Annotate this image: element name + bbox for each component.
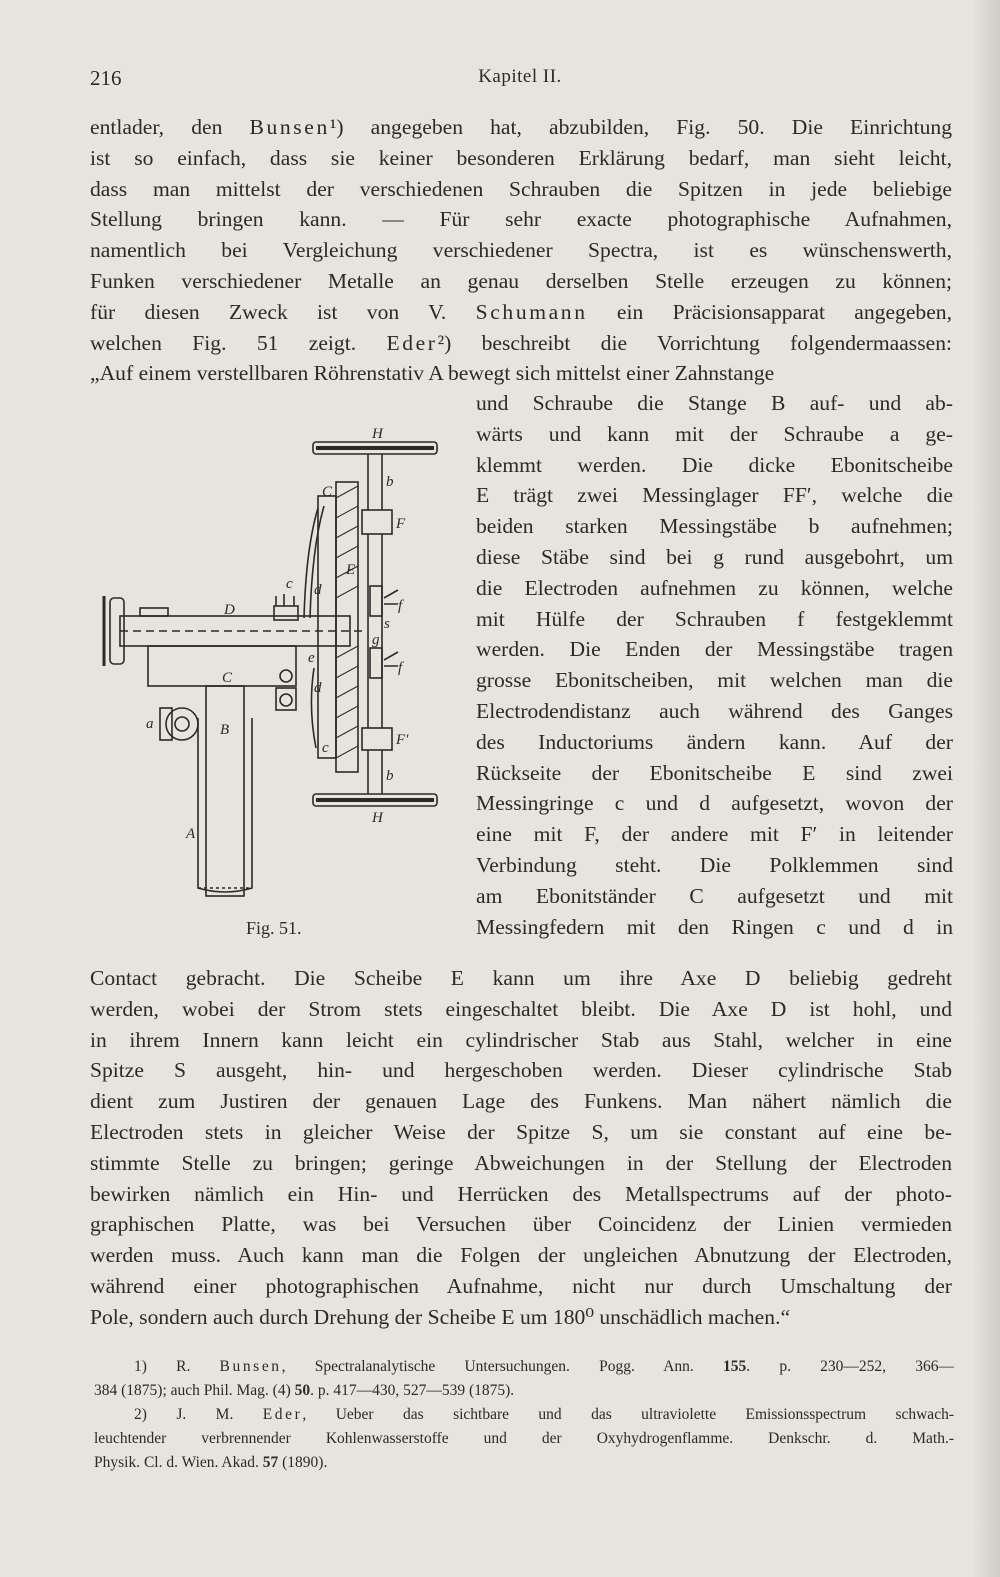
- label-s: s: [384, 616, 390, 632]
- right-text-line: beiden starken Messingstäbe b aufnehmen;: [476, 514, 953, 539]
- spaced-name: Eder: [386, 330, 438, 355]
- footnote-1-cont: 384 (1875); auch Phil. Mag. (4) 50. p. 417—430, 527—539 (1875).: [94, 1382, 515, 1399]
- label-d-axis: D: [224, 602, 235, 618]
- label-d-bottom: d: [314, 680, 322, 696]
- top-text-line: „Auf einem verstellbaren Röhrenstativ A bewegt sich mittelst einer Zahnstange: [90, 361, 775, 386]
- label-f-screw-top: f: [398, 598, 403, 614]
- bottom-text-line: werden muss. Auch kann man die Folgen der ungleichen Abnutzung der Electroden,: [90, 1243, 952, 1268]
- right-text-line: E trägt zwei Messinglager FF′, welche die: [476, 483, 953, 508]
- label-e-disc: E: [346, 562, 356, 578]
- top-paragraph: [90, 112, 952, 389]
- spaced-name: Schumann: [475, 299, 588, 324]
- right-text-line: Messingfedern mit den Ringen c und d in: [476, 914, 953, 939]
- right-text-line: des Inductoriums ändern kann. Auf der: [476, 729, 953, 754]
- right-text-line: Electrodendistanz auch während des Ganges: [476, 698, 953, 723]
- label-f-screw-bottom: f: [398, 660, 403, 676]
- rod-b: [206, 686, 244, 896]
- right-column-text: [476, 388, 953, 942]
- label-b-rod: B: [220, 722, 230, 738]
- volume-number: 57: [262, 1454, 279, 1471]
- top-text-line: für diesen Zweck ist von V. Schumann ein Präcisionsapparat angegeben,: [90, 299, 952, 324]
- label-c-stand: C: [222, 670, 233, 686]
- right-text-line: Rückseite der Ebonitscheibe E sind zwei: [476, 760, 953, 785]
- volume-number: 50: [294, 1382, 311, 1399]
- spaced-name: Bunsen: [249, 115, 330, 139]
- right-text-line: Verbindung steht. Die Polklemmen sind: [476, 852, 953, 877]
- top-text-line: namentlich bei Vergleichung verschiedener Spectra, ist es wünschenswerth,: [90, 238, 952, 263]
- bottom-paragraph: [90, 963, 952, 1333]
- right-text-line: am Ebonitständer C aufgesetzt und mit: [476, 883, 953, 908]
- right-text-line: Messingringe c und d aufgesetzt, wovon der: [476, 791, 953, 816]
- bottom-text-line: werden, wobei der Strom stets eingeschaltet bleibt. Die Axe D ist hohl, und: [90, 996, 952, 1021]
- label-h-bottom: H: [372, 810, 383, 826]
- top-text-line: Funken verschiedener Metalle an genau derselben Stelle erzeugen zu können;: [90, 268, 952, 293]
- label-h-top: H: [372, 426, 383, 442]
- bottom-text-line: Electroden stets in gleicher Weise der Spitze S, um sie constant auf eine be-: [90, 1119, 952, 1144]
- right-text-line: grosse Ebonitscheiben, mit welchen man die: [476, 668, 953, 693]
- right-text-line: und Schraube die Stange B auf- und ab-: [476, 391, 953, 415]
- page-header: [90, 66, 950, 100]
- label-c-small-bottom: c: [322, 740, 329, 756]
- bottom-text-line: dient zum Justiren der genauen Lage des Funkens. Man nähert nämlich die: [90, 1089, 952, 1114]
- bottom-text-line: Spitze S ausgeht, hin- und hergeschoben werden. Dieser cylindrische Stab: [90, 1058, 952, 1083]
- label-d-top: d: [314, 582, 322, 598]
- apparatus-drawing: [100, 418, 465, 908]
- bottom-text-line: während einer photographischen Aufnahme, nicht nur durch Umschaltung der: [90, 1273, 952, 1298]
- top-text-line: entlader, den Bunsen¹) angegeben hat, abzubilden, Fig. 50. Die Einrichtung: [90, 115, 952, 139]
- right-text-line: die Electroden aufnehmen zu können, welche: [476, 575, 953, 600]
- label-f-prime: F′: [396, 732, 409, 748]
- label-e: e: [308, 650, 315, 666]
- right-text-line: mit Hülfe der Schrauben f festgeklemmt: [476, 606, 953, 631]
- footnotes: [94, 1355, 954, 1475]
- right-text-line: diese Stäbe sind bei g rund ausgebohrt, um: [476, 544, 953, 569]
- label-c-small-top: c: [286, 576, 293, 592]
- spaced-name: Eder: [262, 1406, 303, 1423]
- spaced-name: Bunsen: [219, 1358, 282, 1375]
- right-text-line: klemmt werden. Die dicke Ebonitscheibe: [476, 452, 953, 477]
- footnote-2: 2) J. M. Eder, Ueber das sichtbare und das ultraviolette Emissionsspectrum schwach-: [134, 1406, 954, 1423]
- footnote-2-end: Physik. Cl. d. Wien. Akad. 57 (1890).: [94, 1454, 328, 1471]
- page-number: 216: [90, 66, 122, 90]
- label-a-screw: a: [146, 716, 154, 732]
- ebonite-disc-e: [336, 482, 358, 772]
- top-text-line: welchen Fig. 51 zeigt. Eder²) beschreibt die Vorrichtung folgendermaassen:: [90, 330, 952, 355]
- figure-caption: Fig. 51.: [246, 918, 302, 938]
- bottom-text-line: Contact gebracht. Die Scheibe E kann um ihre Axe D beliebig gedreht: [90, 966, 952, 990]
- bottom-text-line: graphischen Platte, was bei Versuchen über Coincidenz der Linien vermieden: [90, 1212, 952, 1237]
- running-head: Kapitel II.: [478, 66, 562, 87]
- label-b-bottom: b: [386, 768, 394, 784]
- bottom-text-line: Pole, sondern auch durch Drehung der Scheibe E um 180⁰ unschädlich machen.“: [90, 1304, 791, 1329]
- label-a-tube: A: [186, 826, 196, 842]
- right-text-line: eine mit F, der andere mit F′ in leitender: [476, 822, 953, 847]
- label-f-bearing: F: [396, 516, 406, 532]
- volume-number: 155: [723, 1358, 747, 1375]
- right-text-line: werden. Die Enden der Messingstäbe tragen: [476, 637, 953, 662]
- label-g: g: [372, 632, 380, 648]
- bottom-text-line: bewirken nämlich ein Hin- und Herrücken des Metallspectrums auf der photo-: [90, 1181, 952, 1206]
- top-text-line: Stellung bringen kann. — Für sehr exacte photographische Aufnahmen,: [90, 207, 952, 232]
- footnote-1: 1) R. Bunsen, Spectralanalytische Untersuchungen. Pogg. Ann. 155. p. 230—252, 366—: [134, 1358, 955, 1375]
- footnote-2-cont: leuchtender verbrennender Kohlenwasserstoffe und der Oxyhydrogenflamme. Denkschr. d. Math.-: [94, 1430, 954, 1447]
- figure-51: [100, 418, 465, 978]
- label-b-top: b: [386, 474, 394, 490]
- bottom-text-line: stimmte Stelle zu bringen; geringe Abweichungen in der Stellung der Electroden: [90, 1150, 952, 1175]
- page-gutter-shadow: [972, 0, 1000, 1577]
- right-text-line: wärts und kann mit der Schraube a ge-: [476, 421, 953, 446]
- bottom-text-line: in ihrem Innern kann leicht ein cylindrischer Stab aus Stahl, welcher in eine: [90, 1027, 952, 1052]
- label-c-upper: C: [322, 484, 333, 500]
- top-text-line: ist so einfach, dass sie keiner besonderen Erklärung bedarf, man sieht leicht,: [90, 145, 952, 170]
- top-text-line: dass man mittelst der verschiedenen Schrauben die Spitzen in jede beliebige: [90, 176, 952, 201]
